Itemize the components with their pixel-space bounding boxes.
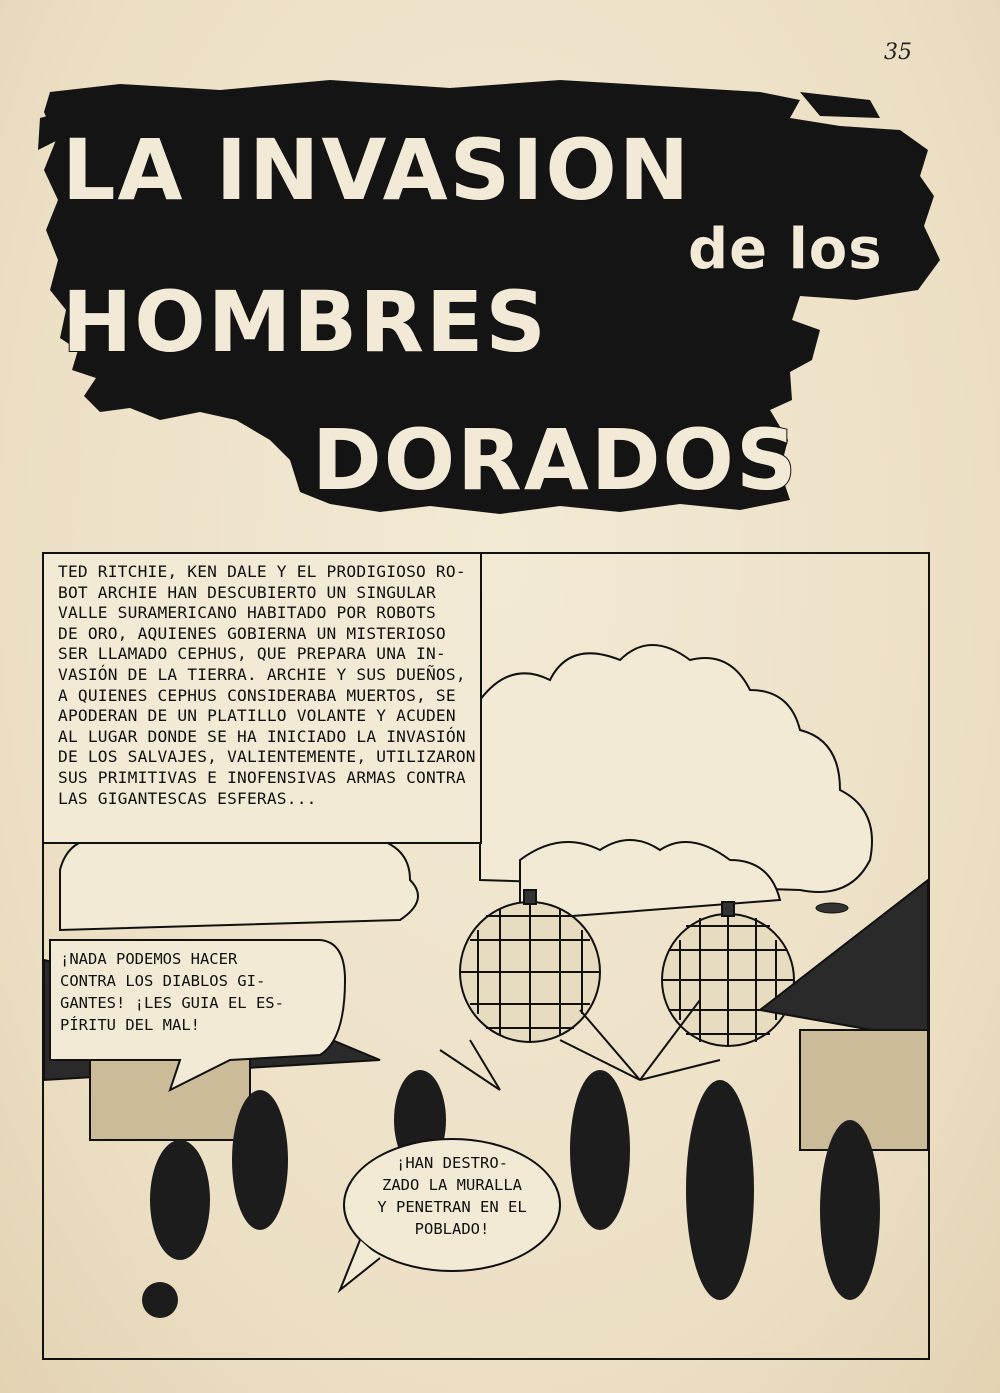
bubble-line: POBLADO! (414, 1220, 490, 1238)
title-line-invasion: LA INVASION (62, 121, 692, 219)
caption-line: LAS GIGANTESCAS ESFERAS... (58, 788, 317, 808)
story-caption-box (42, 552, 482, 844)
caption-line: VASIÓN DE LA TIERRA. ARCHIE Y SUS DUEÑOS, (58, 664, 466, 684)
bubble-line: GANTES! ¡LES GUIA EL ES- (60, 994, 284, 1012)
bubble-line: ¡NADA PODEMOS HACER (60, 950, 238, 968)
caption-line: VALLE SURAMERICANO HABITADO POR ROBOTS (58, 603, 436, 623)
caption-line: TED RITCHIE, KEN DALE Y EL PRODIGIOSO RO- (58, 562, 466, 581)
caption-line: SER LLAMADO CEPHUS, QUE PREPARA UNA IN- (58, 644, 446, 664)
title-line-dorados: DORADOS (312, 411, 799, 509)
bubble-line: Y PENETRAN EN EL (377, 1198, 527, 1216)
bubble-line: CONTRA LOS DIABLOS GI- (60, 972, 266, 990)
bubble-line: ¡HAN DESTRO- (396, 1154, 508, 1172)
bubble-line: PÍRITU DEL MAL! (60, 1016, 200, 1034)
caption-line: BOT ARCHIE HAN DESCUBIERTO UN SINGULAR (58, 582, 436, 602)
caption-line: APODERAN DE UN PLATILLO VOLANTE Y ACUDEN (58, 706, 456, 726)
speech-bubble-center-text (362, 1152, 542, 1240)
title-line-hombres: HOMBRES (62, 273, 548, 371)
caption-line: A QUIENES CEPHUS CONSIDERABA MUERTOS, SE (58, 685, 456, 705)
page-number: 35 (884, 40, 912, 65)
speech-bubble-left-text (60, 948, 360, 1036)
caption-line: DE LOS SALVAJES, VALIENTEMENTE, UTILIZARON (58, 747, 476, 767)
caption-line: AL LUGAR DONDE SE HA INICIADO LA INVASIÓN (58, 726, 466, 746)
caption-line: SUS PRIMITIVAS E INOFENSIVAS ARMAS CONTRA (58, 767, 466, 787)
title-line-de-los: de los (688, 217, 883, 282)
caption-line: DE ORO, AQUIENES GOBIERNA UN MISTERIOSO (58, 623, 446, 643)
bubble-line: ZADO LA MURALLA (382, 1176, 522, 1194)
